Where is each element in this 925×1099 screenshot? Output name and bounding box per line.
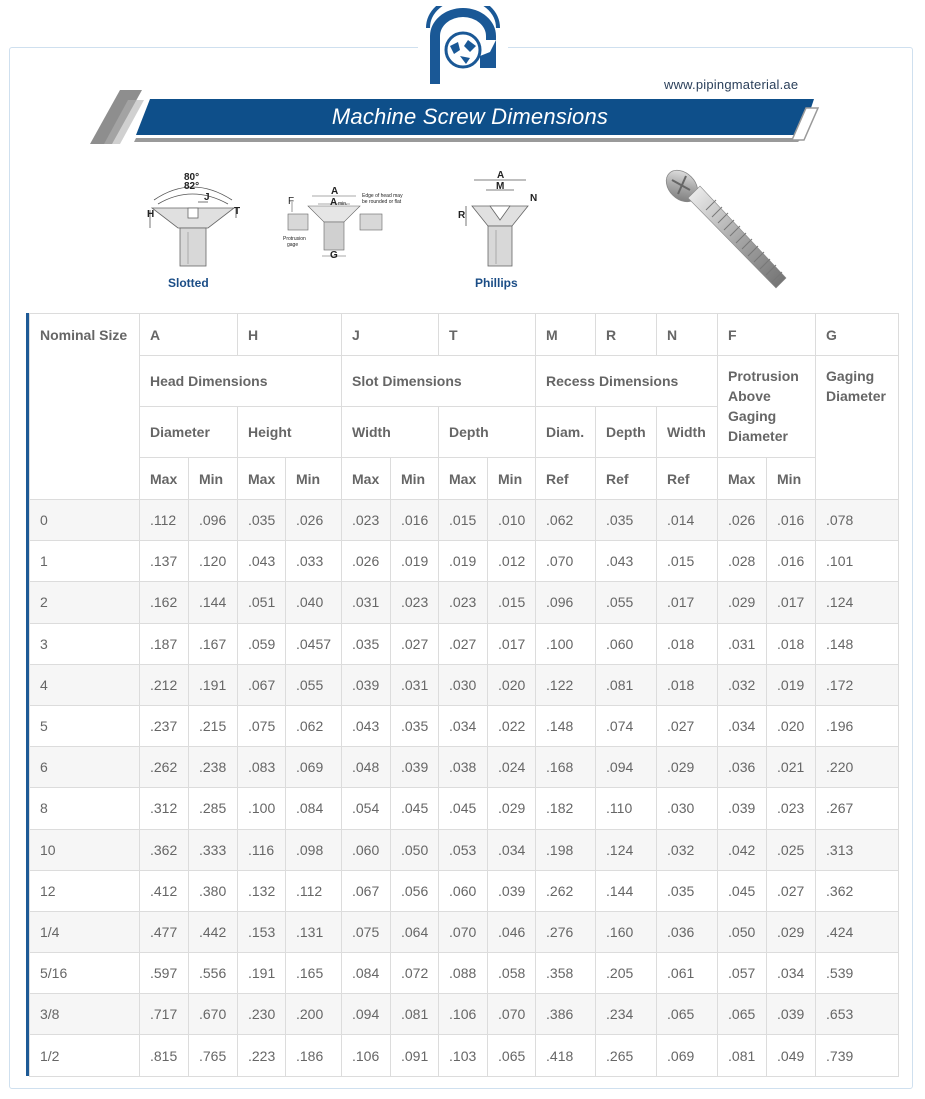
table-cell: .653 (816, 994, 899, 1035)
table-cell: .031 (342, 582, 391, 623)
table-cell: .084 (342, 953, 391, 994)
header-diameter: Diameter (140, 407, 238, 458)
table-cell: .023 (439, 582, 488, 623)
nominal-size-cell: 3/8 (30, 994, 140, 1035)
table-cell: .223 (238, 1035, 286, 1076)
table-cell: .039 (342, 664, 391, 705)
table-cell: .067 (238, 664, 286, 705)
header-nominal-size: Nominal Size (30, 314, 140, 500)
table-cell: .362 (140, 829, 189, 870)
table-cell: .477 (140, 911, 189, 952)
table-cell: .424 (816, 911, 899, 952)
table-cell: .717 (140, 994, 189, 1035)
table-cell: .101 (816, 541, 899, 582)
table-cell: .165 (286, 953, 342, 994)
table-cell: .060 (596, 623, 657, 664)
table-cell: .062 (536, 500, 596, 541)
table-cell: .262 (536, 870, 596, 911)
table-cell: .015 (439, 500, 488, 541)
table-cell: .160 (596, 911, 657, 952)
gaging-label-f: F (288, 196, 295, 207)
table-cell: .036 (657, 911, 718, 952)
slotted-label-h: H (147, 209, 155, 220)
table-cell: .026 (718, 500, 767, 541)
header-height: Height (238, 407, 342, 458)
table-cell: .023 (767, 788, 816, 829)
table-cell: .362 (816, 870, 899, 911)
table-cell: .267 (816, 788, 899, 829)
table-cell: .045 (439, 788, 488, 829)
table-cell: .098 (286, 829, 342, 870)
table-row (30, 870, 899, 911)
table-cell: .312 (140, 788, 189, 829)
table-cell: .815 (140, 1035, 189, 1076)
slotted-label-j: J (204, 192, 210, 203)
gaging-label-g: G (330, 250, 338, 261)
table-cell: .200 (286, 994, 342, 1035)
table-row (30, 705, 899, 746)
table-cell: .358 (536, 953, 596, 994)
table-cell: .0457 (286, 623, 342, 664)
header-letter-f: F (718, 314, 816, 356)
table-cell: .074 (596, 705, 657, 746)
table-cell: .036 (718, 747, 767, 788)
table-cell: .094 (342, 994, 391, 1035)
header-limit-5: Min (391, 458, 439, 500)
header-limit-6: Max (439, 458, 488, 500)
header-protrusion: Protrusion Above Gaging Diameter (718, 356, 816, 458)
table-cell: .091 (391, 1035, 439, 1076)
table-cell: .035 (238, 500, 286, 541)
table-cell: .539 (816, 953, 899, 994)
table-cell: .012 (488, 541, 536, 582)
header-limit-8: Ref (536, 458, 596, 500)
table-cell: .313 (816, 829, 899, 870)
table-cell: .021 (767, 747, 816, 788)
gaging-note-2: be rounded or flat (362, 199, 402, 205)
header-gaging-diameter: Gaging Diameter (816, 356, 899, 500)
table-cell: .070 (439, 911, 488, 952)
table-cell: .067 (342, 870, 391, 911)
table-cell: .186 (286, 1035, 342, 1076)
table-cell: .027 (657, 705, 718, 746)
table-cell: .094 (596, 747, 657, 788)
nominal-size-cell: 0 (30, 500, 140, 541)
table-cell: .043 (342, 705, 391, 746)
header-letter-m: M (536, 314, 596, 356)
table-cell: .027 (391, 623, 439, 664)
table-cell: .055 (596, 582, 657, 623)
table-cell: .030 (439, 664, 488, 705)
table-cell: .019 (439, 541, 488, 582)
nominal-size-cell: 3 (30, 623, 140, 664)
header-limit-2: Max (238, 458, 286, 500)
table-cell: .040 (286, 582, 342, 623)
table-cell: .058 (488, 953, 536, 994)
header-limit-3: Min (286, 458, 342, 500)
table-cell: .010 (488, 500, 536, 541)
table-cell: .023 (391, 582, 439, 623)
table-cell: .333 (189, 829, 238, 870)
table-cell: .026 (286, 500, 342, 541)
table-cell: .088 (439, 953, 488, 994)
table-cell: .112 (286, 870, 342, 911)
phillips-label-a: A (497, 170, 505, 181)
table-cell: .015 (488, 582, 536, 623)
table-cell: .187 (140, 623, 189, 664)
table-cell: .191 (238, 953, 286, 994)
table-cell: .032 (718, 664, 767, 705)
table-row (30, 911, 899, 952)
brand-logo-icon (420, 6, 506, 90)
table-cell: .017 (488, 623, 536, 664)
table-cell: .276 (536, 911, 596, 952)
table-cell: .597 (140, 953, 189, 994)
nominal-size-cell: 12 (30, 870, 140, 911)
page-title: Machine Screw Dimensions (331, 104, 609, 129)
table-cell: .053 (439, 829, 488, 870)
nominal-size-cell: 8 (30, 788, 140, 829)
table-cell: .015 (657, 541, 718, 582)
header-recess-width: Width (657, 407, 718, 458)
table-cell: .096 (536, 582, 596, 623)
table-row (30, 788, 899, 829)
header-limit-12: Min (767, 458, 816, 500)
phillips-label-n: N (530, 193, 538, 204)
header-limit-7: Min (488, 458, 536, 500)
table-cell: .061 (657, 953, 718, 994)
table-cell: .262 (140, 747, 189, 788)
nominal-size-cell: 1/2 (30, 1035, 140, 1076)
table-row (30, 747, 899, 788)
gaging-note-1: Edge of head may (362, 193, 403, 199)
header-limit-4: Max (342, 458, 391, 500)
table-cell: .670 (189, 994, 238, 1035)
table-cell: .212 (140, 664, 189, 705)
table-cell: .205 (596, 953, 657, 994)
table-cell: .070 (488, 994, 536, 1035)
nominal-size-cell: 5/16 (30, 953, 140, 994)
table-row (30, 541, 899, 582)
table-cell: .017 (767, 582, 816, 623)
table-cell: .028 (718, 541, 767, 582)
table-cell: .035 (391, 705, 439, 746)
table-cell: .124 (816, 582, 899, 623)
header-recess-diam: Diam. (536, 407, 596, 458)
table-cell: .112 (140, 500, 189, 541)
table-cell: .096 (189, 500, 238, 541)
gaging-protrusion-2: gage (287, 242, 299, 248)
table-cell: .167 (189, 623, 238, 664)
table-cell: .238 (189, 747, 238, 788)
table-cell: .065 (718, 994, 767, 1035)
table-cell: .025 (767, 829, 816, 870)
header-limit-11: Max (718, 458, 767, 500)
table-cell: .739 (816, 1035, 899, 1076)
table-cell: .072 (391, 953, 439, 994)
table-cell: .191 (189, 664, 238, 705)
table-cell: .070 (536, 541, 596, 582)
phillips-label-m: M (496, 181, 505, 192)
table-cell: .050 (718, 911, 767, 952)
table-cell: .215 (189, 705, 238, 746)
header-slot-dimensions: Slot Dimensions (342, 356, 536, 407)
header-letter-j: J (342, 314, 439, 356)
nominal-size-cell: 5 (30, 705, 140, 746)
table-row (30, 829, 899, 870)
header-letter-a: A (140, 314, 238, 356)
table-cell: .014 (657, 500, 718, 541)
table-cell: .042 (718, 829, 767, 870)
table-cell: .148 (816, 623, 899, 664)
table-cell: .039 (488, 870, 536, 911)
table-cell: .075 (238, 705, 286, 746)
table-cell: .153 (238, 911, 286, 952)
table-cell: .039 (391, 747, 439, 788)
table-cell: .034 (718, 705, 767, 746)
table-cell: .045 (391, 788, 439, 829)
table-cell: .100 (536, 623, 596, 664)
table-row (30, 500, 899, 541)
table-cell: .065 (488, 1035, 536, 1076)
header-letter-g: G (816, 314, 899, 356)
table-cell: .032 (657, 829, 718, 870)
nominal-size-cell: 10 (30, 829, 140, 870)
table-cell: .137 (140, 541, 189, 582)
table-cell: .039 (718, 788, 767, 829)
table-cell: .100 (238, 788, 286, 829)
header-letter-r: R (596, 314, 657, 356)
table-cell: .131 (286, 911, 342, 952)
table-cell: .412 (140, 870, 189, 911)
table-cell: .237 (140, 705, 189, 746)
nominal-size-cell: 4 (30, 664, 140, 705)
header-limit-10: Ref (657, 458, 718, 500)
table-cell: .065 (657, 994, 718, 1035)
table-cell: .029 (488, 788, 536, 829)
table-cell: .031 (718, 623, 767, 664)
table-cell: .046 (488, 911, 536, 952)
phillips-caption: Phillips (475, 276, 518, 290)
table-cell: .043 (596, 541, 657, 582)
table-cell: .103 (439, 1035, 488, 1076)
table-cell: .034 (488, 829, 536, 870)
table-cell: .069 (286, 747, 342, 788)
nominal-size-cell: 6 (30, 747, 140, 788)
header-recess-depth: Depth (596, 407, 657, 458)
header-width: Width (342, 407, 439, 458)
table-cell: .132 (238, 870, 286, 911)
website-url[interactable]: www.pipingmaterial.ae (664, 77, 799, 92)
table-cell: .043 (238, 541, 286, 582)
table-cell: .062 (286, 705, 342, 746)
table-cell: .018 (657, 623, 718, 664)
table-cell: .048 (342, 747, 391, 788)
table-cell: .120 (189, 541, 238, 582)
gaging-label-a: A (331, 186, 339, 197)
table-cell: .055 (286, 664, 342, 705)
table-row (30, 623, 899, 664)
table-cell: .020 (767, 705, 816, 746)
slotted-label-t: T (234, 206, 241, 217)
table-cell: .060 (342, 829, 391, 870)
slotted-caption: Slotted (168, 276, 209, 290)
table-cell: .110 (596, 788, 657, 829)
table-cell: .060 (439, 870, 488, 911)
table-cell: .018 (767, 623, 816, 664)
table-cell: .078 (816, 500, 899, 541)
table-cell: .019 (767, 664, 816, 705)
table-cell: .019 (391, 541, 439, 582)
header-head-dimensions: Head Dimensions (140, 356, 342, 407)
nominal-size-cell: 1 (30, 541, 140, 582)
table-cell: .016 (767, 541, 816, 582)
gaging-protrusion-1: Protrusion (283, 236, 306, 242)
table-cell: .122 (536, 664, 596, 705)
table-cell: .038 (439, 747, 488, 788)
dimensions-table-container (26, 313, 898, 1076)
table-cell: .051 (238, 582, 286, 623)
table-cell: .285 (189, 788, 238, 829)
phillips-label-r: R (458, 210, 466, 221)
table-row (30, 1035, 899, 1076)
table-cell: .380 (189, 870, 238, 911)
table-cell: .024 (488, 747, 536, 788)
table-row (30, 953, 899, 994)
table-cell: .081 (391, 994, 439, 1035)
table-cell: .030 (657, 788, 718, 829)
table-cell: .124 (596, 829, 657, 870)
header-letter-h: H (238, 314, 342, 356)
header-limit-0: Max (140, 458, 189, 500)
header-limit-1: Min (189, 458, 238, 500)
header-letter-n: N (657, 314, 718, 356)
table-cell: .031 (391, 664, 439, 705)
table-cell: .182 (536, 788, 596, 829)
table-cell: .084 (286, 788, 342, 829)
table-cell: .106 (342, 1035, 391, 1076)
table-cell: .234 (596, 994, 657, 1035)
table-cell: .083 (238, 747, 286, 788)
gaging-label-amin: A (330, 197, 338, 208)
dimensions-table (29, 313, 899, 1077)
table-cell: .198 (536, 829, 596, 870)
table-cell: .034 (767, 953, 816, 994)
table-cell: .029 (657, 747, 718, 788)
table-cell: .018 (657, 664, 718, 705)
table-cell: .168 (536, 747, 596, 788)
table-cell: .033 (286, 541, 342, 582)
table-cell: .386 (536, 994, 596, 1035)
table-cell: .016 (767, 500, 816, 541)
slotted-angle-82: 82° (184, 181, 200, 192)
table-cell: .162 (140, 582, 189, 623)
table-cell: .056 (391, 870, 439, 911)
table-cell: .027 (767, 870, 816, 911)
slotted-angle-80: 80° (184, 172, 200, 183)
table-cell: .220 (816, 747, 899, 788)
table-cell: .016 (391, 500, 439, 541)
table-cell: .765 (189, 1035, 238, 1076)
table-cell: .045 (718, 870, 767, 911)
table-cell: .116 (238, 829, 286, 870)
header-letter-t: T (439, 314, 536, 356)
table-cell: .039 (767, 994, 816, 1035)
table-cell: .029 (718, 582, 767, 623)
table-cell: .081 (718, 1035, 767, 1076)
table-cell: .148 (536, 705, 596, 746)
table-row (30, 582, 899, 623)
table-cell: .035 (342, 623, 391, 664)
table-cell: .556 (189, 953, 238, 994)
nominal-size-cell: 2 (30, 582, 140, 623)
table-cell: .057 (718, 953, 767, 994)
table-cell: .017 (657, 582, 718, 623)
machine-screw-image (660, 160, 800, 300)
table-cell: .035 (596, 500, 657, 541)
table-cell: .020 (488, 664, 536, 705)
table-cell: .265 (596, 1035, 657, 1076)
table-cell: .023 (342, 500, 391, 541)
table-cell: .054 (342, 788, 391, 829)
table-cell: .027 (439, 623, 488, 664)
table-cell: .064 (391, 911, 439, 952)
table-cell: .029 (767, 911, 816, 952)
table-cell: .144 (596, 870, 657, 911)
table-cell: .050 (391, 829, 439, 870)
table-cell: .081 (596, 664, 657, 705)
gaging-label-min: min. (338, 201, 348, 207)
header-recess-dimensions: Recess Dimensions (536, 356, 718, 407)
table-cell: .196 (816, 705, 899, 746)
table-row (30, 994, 899, 1035)
table-cell: .075 (342, 911, 391, 952)
table-cell: .144 (189, 582, 238, 623)
table-cell: .059 (238, 623, 286, 664)
table-cell: .172 (816, 664, 899, 705)
table-cell: .022 (488, 705, 536, 746)
header-limit-9: Ref (596, 458, 657, 500)
nominal-size-cell: 1/4 (30, 911, 140, 952)
table-cell: .035 (657, 870, 718, 911)
table-row (30, 664, 899, 705)
table-cell: .106 (439, 994, 488, 1035)
table-cell: .069 (657, 1035, 718, 1076)
table-cell: .034 (439, 705, 488, 746)
table-cell: .049 (767, 1035, 816, 1076)
table-cell: .442 (189, 911, 238, 952)
table-cell: .026 (342, 541, 391, 582)
header-depth: Depth (439, 407, 536, 458)
table-cell: .418 (536, 1035, 596, 1076)
table-cell: .230 (238, 994, 286, 1035)
